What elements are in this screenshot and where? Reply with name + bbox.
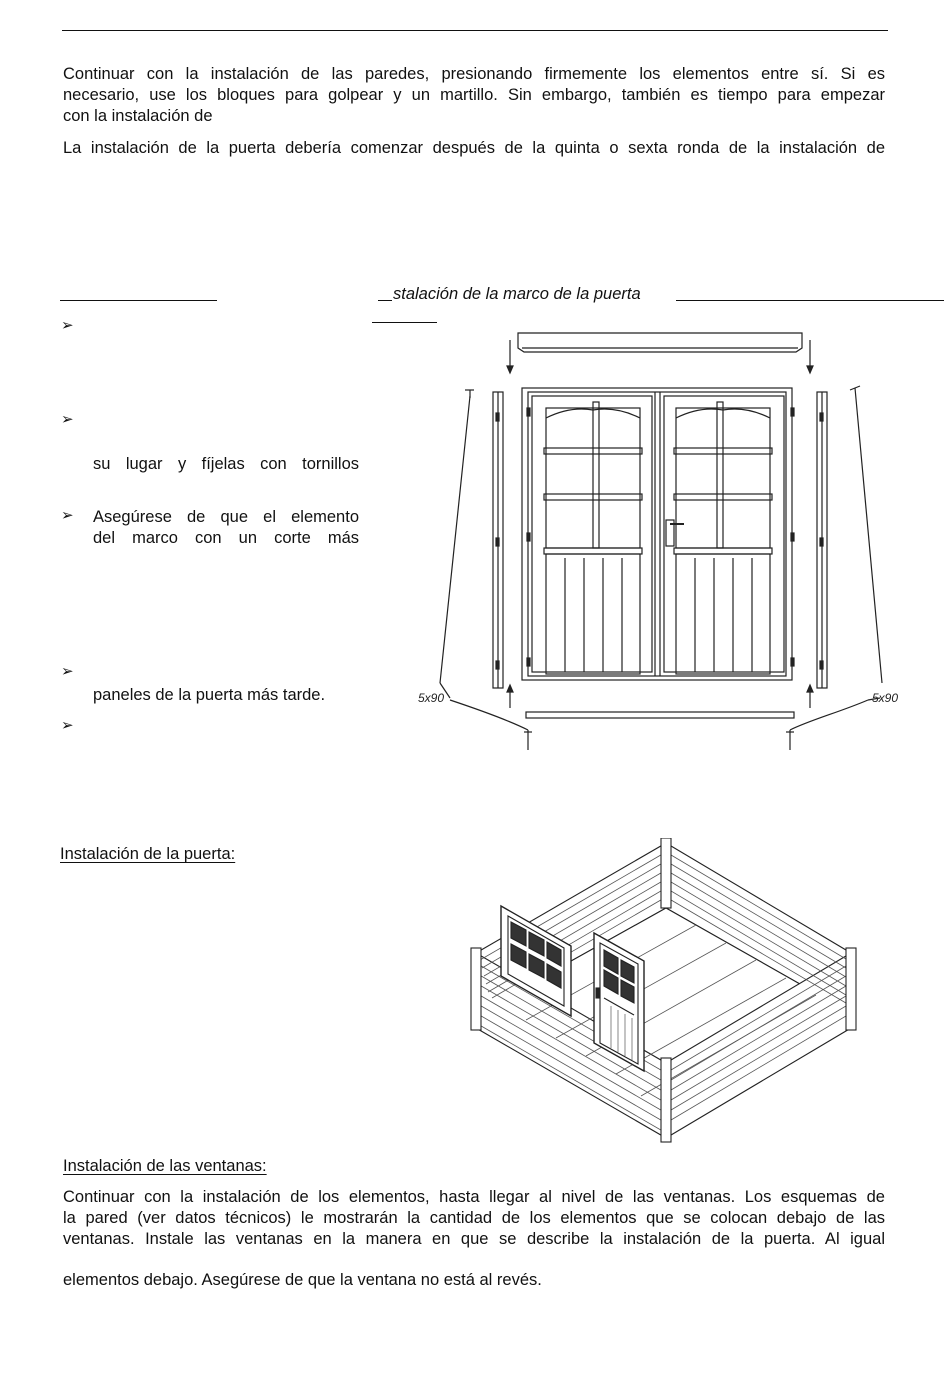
bullet-5: ➢ <box>61 717 74 734</box>
bullet-4-continuation: paneles de la puerta más tarde. <box>93 686 326 704</box>
bullet-3: ➢ <box>61 507 74 524</box>
intro-line-4: La instalación de la puerta debería comenzar después de la quinta o sexta ronda de la instalación de <box>63 139 885 157</box>
intro-line-3: con la instalación de <box>63 107 213 125</box>
bullet-3-line-2: del marco con un corte más <box>93 529 359 547</box>
heading-rule-small <box>372 322 437 323</box>
bullet-3-line-1: Asegúrese de que el elemento <box>93 508 359 526</box>
intro-line-1: Continuar con la instalación de las paredes, presionando firmemente los elementos entre sí. Si es <box>63 65 885 83</box>
windows-line-3: ventanas. Instale las ventanas en la manera en que se describe la instalación de la puerta. Al igual <box>63 1230 885 1248</box>
intro-line-2: necesario, use los bloques para golpear y un martillo. Sin embargo, también es tiempo para empezar <box>63 86 885 104</box>
windows-line-4: elementos debajo. Asegúrese de que la ventana no está al revés. <box>63 1271 542 1289</box>
heading-rule-left <box>60 300 217 301</box>
bullet-1: ➢ <box>61 317 74 334</box>
door-section-heading: Instalación de la puerta: <box>60 845 236 863</box>
windows-line-2: la pared (ver datos técnicos) le mostrarán la cantidad de los elementos que se colocan debajo de las <box>63 1209 885 1227</box>
windows-section-heading: Instalación de las ventanas: <box>63 1157 267 1175</box>
heading-rule-lead <box>378 300 392 301</box>
screw-label-left: 5x90 <box>418 691 445 705</box>
screw-label-right: 5x90 <box>872 691 899 705</box>
door-frame-diagram <box>410 328 910 758</box>
bullet-4: ➢ <box>61 663 74 680</box>
windows-line-1: Continuar con la instalación de los elementos, hasta llegar al nivel de las ventanas. Los esquemas de <box>63 1188 885 1206</box>
frame-section-heading: stalación de la marco de la puerta <box>393 285 641 303</box>
bullet-2: ➢ <box>61 411 74 428</box>
heading-rule-right <box>676 300 944 301</box>
top-rule <box>62 30 888 31</box>
cabin-isometric-diagram <box>466 838 866 1148</box>
bullet-2-continuation: su lugar y fíjelas con tornillos <box>93 455 359 473</box>
